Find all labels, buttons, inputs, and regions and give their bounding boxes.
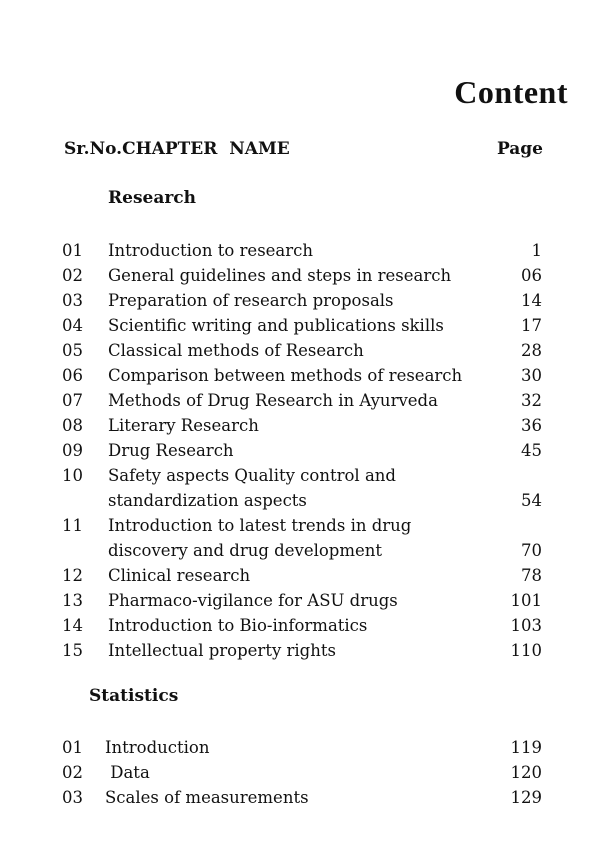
- table-row: [62, 413, 542, 438]
- chapter-number: 03: [62, 291, 83, 310]
- page-number: 28: [521, 341, 542, 360]
- header-page: Page: [496, 139, 543, 159]
- chapter-number: 04: [62, 316, 83, 335]
- page-number: 32: [521, 391, 542, 410]
- table-row: [62, 263, 542, 288]
- table-row: [62, 488, 542, 513]
- chapter-number: 01: [62, 241, 83, 260]
- page-number: 103: [510, 616, 542, 635]
- header-chapter-name: Sr.No.CHAPTER NAME: [64, 139, 290, 159]
- page-number: 06: [521, 266, 542, 285]
- chapter-title: Introduction: [105, 738, 210, 757]
- research-chapter-list: [62, 238, 542, 663]
- chapter-number: 03: [62, 788, 83, 807]
- chapter-number: 14: [62, 616, 83, 635]
- chapter-title: Data: [105, 763, 150, 782]
- chapter-number: 05: [62, 341, 83, 360]
- section-heading-research: Research: [108, 188, 197, 208]
- chapter-title: Classical methods of Research: [108, 341, 364, 360]
- table-row: [62, 785, 542, 810]
- page-number: 119: [510, 738, 542, 757]
- chapter-title: Introduction to Bio-informatics: [108, 616, 368, 635]
- page-number: 120: [510, 763, 542, 782]
- table-row: [62, 588, 542, 613]
- table-row: [62, 613, 542, 638]
- chapter-title: Drug Research: [108, 441, 234, 460]
- chapter-title: Literary Research: [108, 416, 259, 435]
- page-number: 101: [510, 591, 542, 610]
- page-number: 54: [521, 491, 542, 510]
- chapter-title: General guidelines and steps in research: [108, 266, 452, 285]
- chapter-title: Scientific writing and publications skills: [108, 316, 444, 335]
- page-number: 78: [521, 566, 542, 585]
- chapter-title: Clinical research: [108, 566, 251, 585]
- chapter-title: Introduction to latest trends in drug: [108, 516, 412, 535]
- table-row: [62, 538, 542, 563]
- page-number: 129: [510, 788, 542, 807]
- chapter-number: 15: [62, 641, 83, 660]
- chapter-number: 02: [62, 763, 83, 782]
- chapter-number: 02: [62, 266, 83, 285]
- page-title: Content: [454, 74, 568, 110]
- page-number: 30: [521, 366, 542, 385]
- chapter-title: Scales of measurements: [105, 788, 309, 807]
- chapter-title: Introduction to research: [108, 241, 314, 260]
- chapter-title: Comparison between methods of research: [108, 366, 463, 385]
- table-row: [62, 313, 542, 338]
- page-number: 1: [531, 241, 542, 260]
- page-number: 36: [521, 416, 542, 435]
- page-number: 70: [521, 541, 542, 560]
- chapter-number: 11: [62, 516, 83, 535]
- table-header: [64, 139, 543, 159]
- table-row: [62, 363, 542, 388]
- section-heading-statistics: Statistics: [89, 686, 179, 706]
- chapter-title: Safety aspects Quality control and: [108, 466, 396, 485]
- table-row: [62, 388, 542, 413]
- chapter-title: Intellectual property rights: [108, 641, 336, 660]
- page-number: 110: [510, 641, 542, 660]
- table-row: [62, 438, 542, 463]
- chapter-number: 12: [62, 566, 83, 585]
- chapter-title: Preparation of research proposals: [108, 291, 394, 310]
- table-row: [62, 463, 542, 488]
- chapter-title: discovery and drug development: [108, 541, 383, 560]
- chapter-number: 01: [62, 738, 83, 757]
- page-number: 17: [521, 316, 542, 335]
- table-row: [62, 238, 542, 263]
- chapter-title: standardization aspects: [108, 491, 307, 510]
- chapter-title: Methods of Drug Research in Ayurveda: [108, 391, 438, 410]
- table-row: [62, 735, 542, 760]
- table-row: [62, 563, 542, 588]
- chapter-title: Pharmaco-vigilance for ASU drugs: [108, 591, 398, 610]
- statistics-chapter-list: [62, 735, 542, 810]
- table-row: [62, 760, 542, 785]
- chapter-number: 06: [62, 366, 83, 385]
- table-row: [62, 513, 542, 538]
- chapter-number: 08: [62, 416, 83, 435]
- table-row: [62, 638, 542, 663]
- chapter-number: 13: [62, 591, 83, 610]
- chapter-number: 07: [62, 391, 83, 410]
- page-number: 14: [521, 291, 542, 310]
- chapter-number: 09: [62, 441, 83, 460]
- page-number: 45: [521, 441, 542, 460]
- table-row: [62, 338, 542, 363]
- table-row: [62, 288, 542, 313]
- chapter-number: 10: [62, 466, 83, 485]
